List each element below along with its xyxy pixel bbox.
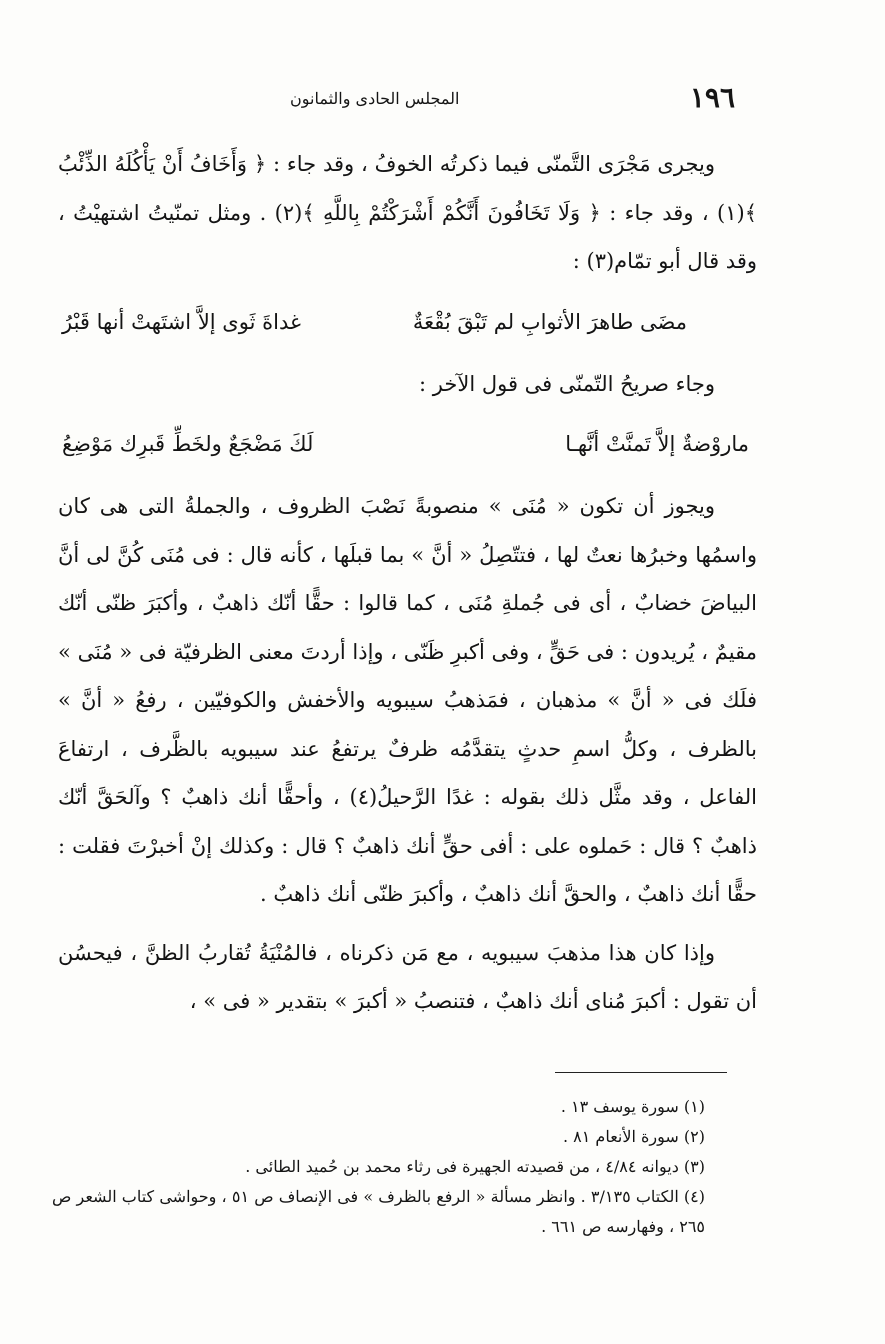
- running-title: المجلس الحادى والثمانون: [290, 89, 460, 108]
- footnotes: [52, 1092, 705, 1242]
- paragraph-2: وجاء صريحُ التّمنّى فى قول الآخر :: [419, 371, 715, 396]
- verse-1-first-hemistich: مضَى طاهرَ الأثوابِ لم تَبْقَ بُقْعَةٌ: [412, 309, 687, 334]
- paragraph-1: ويجرى مَجْرَى التَّمنّى فيما ذكرتُه الخوفُ ، وقد جاء : ﴿ وَأَخَافُ أَنْ يَأْكُلَهُ الذِّئْبُ ﴾(١) ، وقد جاء : ﴿ وَلَا تَخَافُونَ أَنَّكُمْ أَشْرَكْتُمْ بِاللَّهِ ﴾(٢) . ومثل تمنّيتُ اشتهيْتُ ، وقد قال أبو تمّام(٣) :: [58, 152, 757, 273]
- verse-abu-tammam: [58, 298, 757, 346]
- verse-other-poet: [58, 420, 757, 468]
- footnote-4: (٤) الكتاب ٣/١٣٥ . وانظر مسألة « الرفع بالظرف » فى الإنصاف ص ٥١ ، وحواشى كتاب الشعر ص ٢٦٥ ، وفهارسه ص ٦٦١ .: [52, 1187, 706, 1236]
- footnote-separator: [555, 1072, 727, 1073]
- verse-2-second-hemistich: لَكَ مَضْجَعٌ ولخَطِّ قَبرِك مَوْضِعُ: [62, 432, 314, 456]
- paragraph-4: وإذا كان هذا مذهبَ سيبويه ، مع مَن ذكرناه ، فالمُنْيَةُ تُقاربُ الظنَّ ، فيحسُن أن تقول : أكبرَ مُناى أنك ذاهبٌ ، فتنصبُ « أكبرَ » بتقدير « فى » ،: [58, 940, 757, 1013]
- footnote-3: (٣) ديوانه ٤/٨٤ ، من قصيدته الجهيرة فى رثاء محمد بن حُميد الطائى .: [245, 1157, 705, 1176]
- page-number: ١٩٦: [689, 81, 735, 114]
- paragraph-3: ويجوز أن تكون « مُنَى » منصوبةً نَصْبَ الظروف ، والجملةُ التى هى كان واسمُها وخبرُها نعتٌ لها ، فتتّصِلُ « أنَّ » بما قبلَها ، كأنه قال : فى مُنَى كُنَّ لى أنَّ البياضَ خضابٌ ، أى فى جُملةِ مُنَى ، كما قالوا : حقًّا أنّك ذاهبٌ ، وأكبَرَ ظنّى أنّك مقيمٌ ، يُريدون : فى حَقٍّ ، وفى أكبرِ ظَنّى ، وإذا أردتَ معنى الظرفيّة فى « مُنَى » فلَك فى « أنَّ » مذهبان ، فمَذهبُ سيبويه والأخفش والكوفيّين ، رفعُ « أنَّ » بالظرف ، وكلُّ اسمِ حدثٍ يتقدَّمُه ظرفٌ يرتفعُ عند سيبويه بالظَّرف ، ارتفاعَ الفاعل ، وقد مثَّل ذلك بقوله : غدًا الرَّحيلُ(٤) ، وأحقًّا أنك ذاهبٌ ؟ وآلحَقَّ أنّك ذاهبٌ ؟ قال : حَملوه على : أفى حقٍّ أنك ذاهبٌ ؟ قال : وكذلك إنْ أخبرْتَ فقلت : حقًّا أنك ذاهبٌ ، والحقَّ أنك ذاهبٌ ، وأكبرَ ظنّى أنك ذاهبٌ .: [58, 494, 757, 906]
- footnote-1: (١) سورة يوسف ١٣ .: [560, 1097, 705, 1116]
- main-text: [58, 140, 757, 1036]
- page-header: [290, 78, 735, 118]
- footnote-2: (٢) سورة الأنعام ٨١ .: [562, 1127, 705, 1146]
- verse-1-second-hemistich: غداةَ ثَوى إلاَّ اشتَهتْ أنها قَبْرُ: [62, 309, 301, 334]
- verse-2-first-hemistich: ماروْضةٌ إلاَّ تَمنَّتْ أنَّهـا: [565, 432, 749, 456]
